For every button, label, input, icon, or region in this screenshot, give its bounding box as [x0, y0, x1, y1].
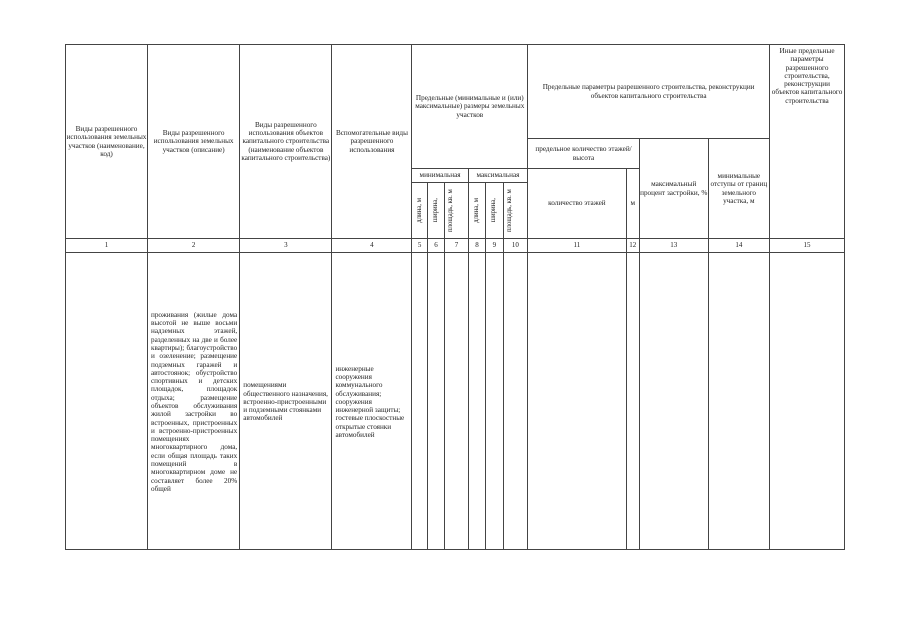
col-number: 2 — [147, 239, 239, 253]
header-max-area-text: площадь, кв. м — [506, 189, 514, 232]
header-max-area — [503, 183, 528, 239]
header-min-text: минимальная — [419, 171, 461, 180]
col-number: 9 — [486, 239, 503, 253]
header-max-width — [486, 183, 503, 239]
header-floors-text: количество этажей — [548, 199, 606, 208]
header-min — [412, 169, 468, 183]
header-meter-text: м — [630, 199, 636, 208]
cell-col-5 — [412, 253, 427, 550]
header-min-length — [412, 183, 427, 239]
col-number: 4 — [332, 239, 412, 253]
header-col-1 — [66, 45, 148, 239]
cell-col-6 — [427, 253, 444, 550]
cell-col-4-text: инженерные сооружения коммунального обслуживания; сооружения инженерной защиты; гостевые плоскостные открытые стоянки автомобилей — [335, 364, 405, 439]
zoning-table — [65, 44, 845, 550]
header-floors-group-text: предельное количество этажей/высота — [535, 145, 632, 162]
col-number: 11 — [528, 239, 626, 253]
header-min-area — [445, 183, 469, 239]
header-min-width-text: ширина, — [432, 198, 440, 223]
col-number: 12 — [626, 239, 639, 253]
header-max-text: максимальная — [476, 171, 520, 180]
header-max-percent — [639, 139, 708, 239]
cell-col-7 — [445, 253, 469, 550]
header-other — [770, 45, 845, 239]
column-numbers-row — [66, 239, 845, 253]
cell-col-9 — [486, 253, 503, 550]
cell-col-15 — [770, 253, 845, 550]
header-sizes-text: Предельные (минимальные и (или) максимальные) размеры земельных участков — [415, 94, 525, 119]
cell-col-12 — [626, 253, 639, 550]
col-number: 15 — [770, 239, 845, 253]
header-min-area-text: площадь, кв. м — [447, 189, 455, 232]
cell-col-3 — [240, 253, 332, 550]
cell-col-14 — [708, 253, 770, 550]
header-max-length-text: длина, м — [473, 198, 481, 223]
header-other-text: Иные предельные параметры разрешенного строительства, реконструкции объектов капитального строительства — [771, 47, 843, 105]
col-number: 3 — [240, 239, 332, 253]
cell-col-1 — [66, 253, 148, 550]
col-number: 5 — [412, 239, 427, 253]
cell-col-2 — [147, 253, 239, 550]
cell-col-2-text: проживания (жилые дома высотой не выше восьми надземных этажей, разделенных на две и более квартиры); благоустройство и озеленение; размещение подземных гаражей и автостоянок; обустройство спортивных и детских площадок, площадок отдыха; размещение объектов обслуживания жилой застройки во встроенных, пристроенных и встроенно-пристроенных помещениях многоквартирного дома, если общая площадь таких помещений в многоквартирном доме не составляет более 20% общей — [150, 310, 238, 493]
cell-col-4 — [332, 253, 412, 550]
col-number: 13 — [639, 239, 708, 253]
header-col-4-text: Вспомогательные виды разрешенного использования — [335, 129, 408, 154]
header-max-width-text: ширина, — [490, 198, 498, 223]
header-col-1-text: Виды разрешенного использования земельных участков (наименование, код) — [66, 124, 147, 158]
header-col-2 — [147, 45, 239, 239]
header-min-setback-text: минимальные отступы от границ земельного участка, м — [710, 171, 768, 205]
col-number: 1 — [66, 239, 148, 253]
cell-col-10 — [503, 253, 528, 550]
col-number: 6 — [427, 239, 444, 253]
header-sizes-group — [412, 45, 528, 169]
header-min-width — [427, 183, 444, 239]
col-number: 7 — [445, 239, 469, 253]
header-floors — [528, 169, 626, 239]
table-row — [66, 253, 845, 550]
header-meter — [626, 169, 639, 239]
col-number: 8 — [468, 239, 485, 253]
cell-col-8 — [468, 253, 485, 550]
header-min-setback — [708, 139, 770, 239]
header-col-4 — [332, 45, 412, 239]
header-floors-group — [528, 139, 640, 169]
cell-col-13 — [639, 253, 708, 550]
header-min-length-text: длина, м — [415, 198, 423, 223]
header-params-group — [528, 45, 770, 139]
cell-col-3-text: помещениями общественного назначения, встроенно-пристроенными и подземными стоянками автомобилей — [243, 381, 328, 423]
header-params-text: Предельные параметры разрешенного строительства, реконструкции объектов капитального строительства — [542, 83, 755, 100]
header-col-2-text: Виды разрешенного использования земельных участков (описание) — [153, 129, 234, 154]
col-number: 14 — [708, 239, 770, 253]
col-number: 10 — [503, 239, 528, 253]
cell-col-11 — [528, 253, 626, 550]
header-max — [468, 169, 527, 183]
header-col-3-text: Виды разрешенного использования объектов капитального строительства (наименование объектов капитального строительства) — [241, 120, 331, 162]
header-col-3 — [240, 45, 332, 239]
header-max-length — [468, 183, 485, 239]
header-max-percent-text: максимальный процент застройки, % — [640, 180, 708, 197]
